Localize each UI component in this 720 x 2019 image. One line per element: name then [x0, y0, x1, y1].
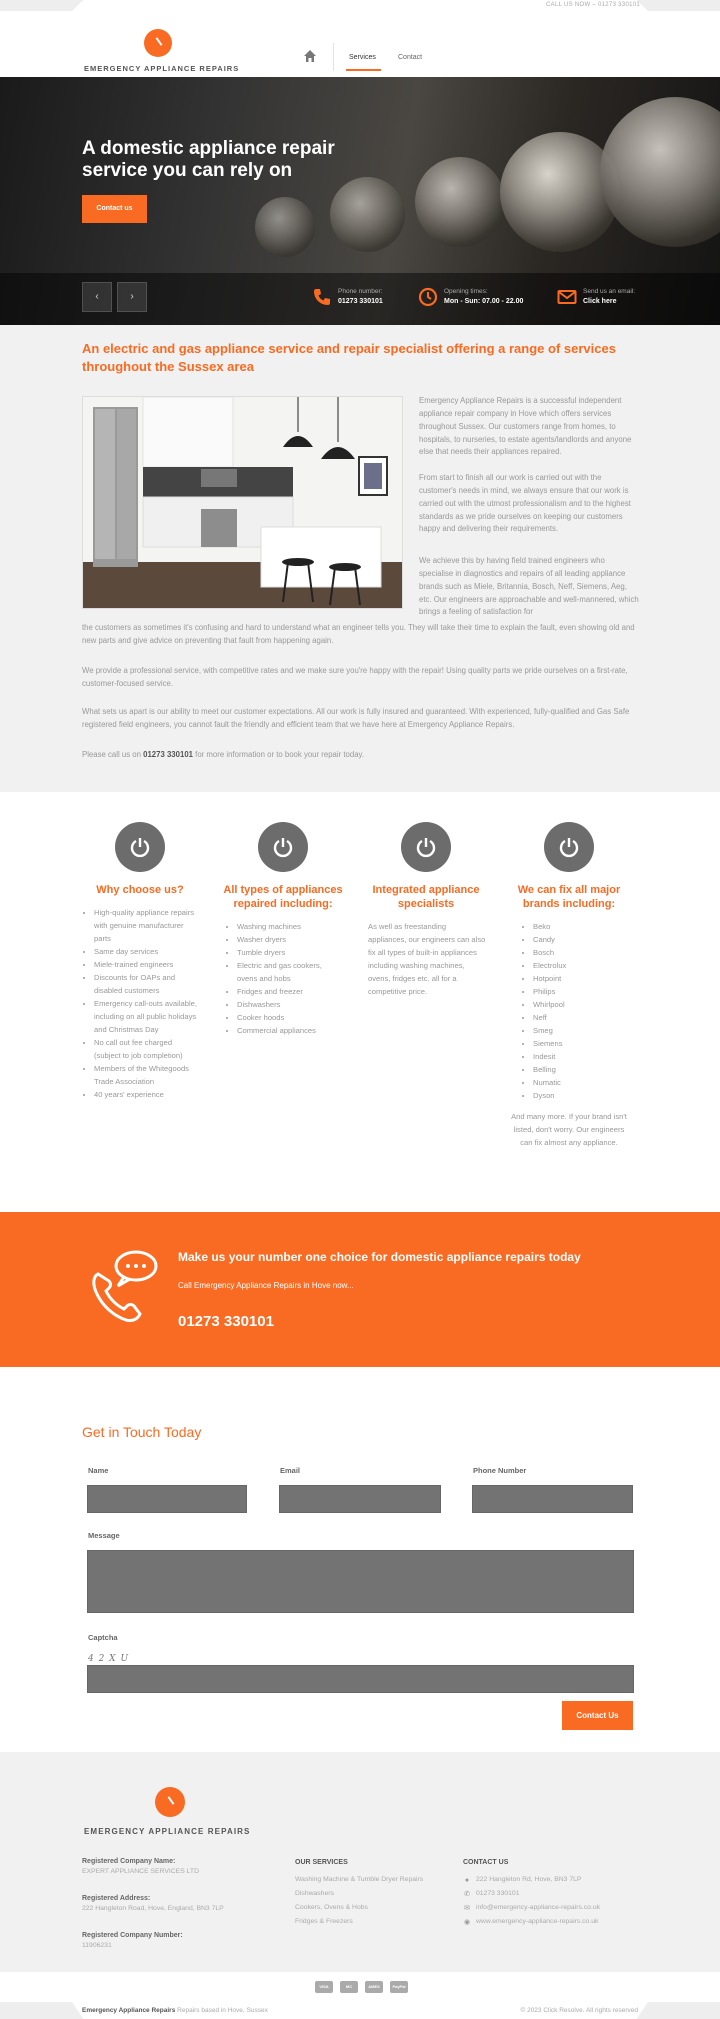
nav-services[interactable]: Services: [349, 54, 376, 61]
list-item: • Smeg: [533, 1024, 629, 1037]
email-input[interactable]: [279, 1485, 441, 1513]
list-item: • Tumble dryers: [237, 946, 343, 959]
map-pin-icon: ●: [464, 1877, 470, 1884]
hero-background-knob: [600, 97, 720, 247]
list-item: • Numatic: [533, 1076, 629, 1089]
list-item: • Electric and gas cookers, ovens and hobs: [237, 959, 343, 985]
nav-contact[interactable]: Contact: [398, 54, 423, 61]
site-header: [0, 11, 720, 77]
hero-background-knob: [255, 197, 315, 257]
captcha-label: Captcha: [88, 1633, 118, 1642]
intro-paragraph: Emergency Appliance Repairs is a successful independent appliance repair company in Hove which offers services throughout Sussex. Our customers range from homes, to hospitals, to nurseries, to estate agents/landlords and anyone else that needs their appliances repaired.: [419, 396, 632, 457]
intro-phone-link[interactable]: 01273 330101: [143, 750, 193, 759]
feature-title: All types of appliances repaired including:: [223, 884, 343, 910]
list-item: • Emergency call-outs available, including on all public holidays and Christmas Day: [94, 997, 200, 1036]
bottom-bar: [0, 2002, 720, 2019]
captcha-image: 4 2 X U: [88, 1654, 130, 1664]
feature-integrated: [366, 822, 486, 998]
phone-input[interactable]: [472, 1485, 633, 1513]
footer-phone[interactable]: 01273 330101: [476, 1890, 520, 1897]
intro-title: An electric and gas appliance service and repair specialist offering a range of services throughout the Sussex area: [82, 341, 616, 374]
hero-slider: [0, 77, 720, 325]
list-item: • Washing machines: [237, 920, 343, 933]
logo-icon[interactable]: [144, 29, 172, 57]
captcha-input[interactable]: [87, 1665, 634, 1693]
feature-title: Why choose us?: [96, 884, 184, 896]
list-item: • Miele-trained engineers: [94, 958, 200, 971]
message-textarea[interactable]: [87, 1550, 634, 1613]
paypal-icon: PayPal: [390, 1981, 408, 1993]
footer-service-link[interactable]: Dishwashers: [295, 1890, 334, 1897]
address-label: Registered Address:: [82, 1895, 151, 1902]
feature-title: Integrated appliance specialists: [372, 884, 480, 910]
power-icon: [115, 822, 165, 872]
company-name-label: Registered Company Name:: [82, 1858, 176, 1865]
list-item: • Beko: [533, 920, 629, 933]
submit-button[interactable]: Contact Us: [562, 1701, 633, 1730]
payment-methods: [0, 1972, 720, 2002]
call-to-action-banner: [0, 1212, 720, 1367]
feature-list: [223, 920, 343, 1037]
list-item: • Washer dryers: [237, 933, 343, 946]
phone-label: Phone Number: [473, 1466, 527, 1475]
list-item: • Cooker hoods: [237, 1011, 343, 1024]
hours-value: Mon - Sun: 07.00 - 22.00: [444, 298, 524, 305]
intro-paragraph: What sets us apart is our ability to meet our customer expectations. All our work is fully insured and guaranteed. With experienced, fully-qualified and Gas Safe registered field engineers, you cannot fault the friendly and efficient team that we have here at Emergency Appliance Repairs.: [82, 707, 630, 729]
feature-list: [509, 920, 629, 1103]
contact-heading: CONTACT US: [463, 1859, 509, 1866]
list-item: • Discounts for OAPs and disabled customers: [94, 971, 200, 997]
kitchen-image: [82, 396, 403, 609]
list-item: • Siemens: [533, 1037, 629, 1050]
list-item: • Bosch: [533, 946, 629, 959]
intro-section: [0, 325, 720, 792]
list-item: • Hotpoint: [533, 972, 629, 985]
visa-icon: VISA: [315, 1981, 333, 1993]
contact-us-button[interactable]: Contact us: [82, 195, 147, 223]
list-item: • High-quality appliance repairs with genuine manufacturer parts: [94, 906, 200, 945]
list-item: • No call out fee charged (subject to job completion): [94, 1036, 200, 1062]
top-bar: [0, 0, 720, 11]
list-item: • Whirlpool: [533, 998, 629, 1011]
logo-text[interactable]: EMERGENCY APPLIANCE REPAIRS: [84, 64, 240, 73]
services-heading: OUR SERVICES: [295, 1859, 348, 1866]
feature-brands: [509, 822, 629, 1149]
top-bar-phone[interactable]: CALL US NOW – 01273 330101: [546, 2, 640, 8]
list-item: • Dishwashers: [237, 998, 343, 1011]
email-label: Email: [280, 1466, 301, 1475]
company-name: EXPERT APPLIANCE SERVICES LTD: [82, 1868, 199, 1875]
phone-label: Phone number:: [338, 288, 383, 295]
list-item: • Dyson: [533, 1089, 629, 1102]
registered-address: 222 Hangleton Road, Hove, England, BN3 7LP: [82, 1905, 224, 1912]
list-item: • Commercial appliances: [237, 1024, 343, 1037]
site-footer: [0, 1752, 720, 1972]
globe-icon: ◉: [463, 1919, 471, 1926]
footer-service-link[interactable]: Fridges & Freezers: [295, 1918, 353, 1925]
footer-logo-icon[interactable]: [155, 1787, 185, 1817]
hero-background-knob: [330, 177, 405, 252]
phone-icon: [312, 287, 332, 307]
cta-subtitle: Call Emergency Appliance Repairs in Hove now...: [178, 1281, 354, 1290]
email-label: Send us an email:: [583, 288, 636, 295]
copyright[interactable]: © 2023 Click Resolve. All rights reserved: [520, 2007, 638, 2014]
feature-text: And many more. If your brand isn't listed, don't worry. Our engineers can fix almost any appliance.: [511, 1112, 627, 1148]
phone-icon: ✆: [464, 1891, 470, 1898]
footer-logo-text[interactable]: EMERGENCY APPLIANCE REPAIRS: [84, 1827, 251, 1836]
slider-prev-button[interactable]: ‹: [82, 282, 112, 312]
list-item: • Same day services: [94, 945, 200, 958]
footer-service-link[interactable]: Cookers, Ovens & Hobs: [295, 1904, 368, 1911]
feature-title: We can fix all major brands including:: [517, 884, 621, 910]
message-label: Message: [88, 1531, 120, 1540]
footer-website[interactable]: www.emergency-appliance-repairs.co.uk: [476, 1918, 599, 1925]
list-item: • Electrolux: [533, 959, 629, 972]
footer-email[interactable]: info@emergency-appliance-repairs.co.uk: [476, 1904, 601, 1911]
intro-call-paragraph: Please call us on 01273 330101 for more information or to book your repair today.: [82, 750, 365, 759]
intro-paragraph: We achieve this by having field trained engineers who specialise in diagnostics and repairs of all leading appliance brands such as Miele, Britannia, Bosch, Neff, Siemens, Aeg, etc. Our engineers are approachable and well-mannered, which brings a feeling of satisfaction for: [419, 556, 639, 617]
company-number: 11906231: [82, 1942, 112, 1949]
list-item: • Indesit: [533, 1050, 629, 1063]
feature-list: [80, 906, 200, 1102]
slider-next-button[interactable]: ›: [117, 282, 147, 312]
list-item: • 40 years' experience: [94, 1088, 200, 1101]
list-item: • Members of the Whitegoods Trade Association: [94, 1062, 200, 1088]
email-link[interactable]: Click here: [583, 298, 617, 305]
nav-active-indicator: [346, 69, 381, 71]
cta-phone-number[interactable]: 01273 330101: [178, 1313, 274, 1330]
company-number-label: Registered Company Number:: [82, 1932, 183, 1939]
phone-value: 01273 330101: [338, 298, 383, 305]
phone-chat-icon: [84, 1246, 164, 1326]
contact-form-section: [0, 1367, 720, 1752]
name-input[interactable]: [87, 1485, 247, 1513]
amex-icon: AMEX: [365, 1981, 383, 1993]
features-section: [0, 792, 720, 1212]
list-item: • Belling: [533, 1063, 629, 1076]
clock-icon: [418, 287, 438, 307]
intro-paragraph: We provide a professional service, with competitive rates and we make sure you're happy with the repair! Using quality parts we pride ourselves on a first-rate, customer-focused service.: [82, 666, 628, 688]
feature-why-choose-us: [80, 822, 200, 1101]
hero-title: A domestic appliance repair service you can rely on: [82, 138, 335, 182]
list-item: • Neff: [533, 1011, 629, 1024]
hero-background-knob: [415, 157, 505, 247]
intro-paragraph: the customers as sometimes it's confusing and hard to understand what an engineer tells you. They will take their time to explain the fault, even showing old and new parts and give advice on preventing that fault from happening again.: [82, 623, 635, 645]
intro-paragraph: From start to finish all our work is carried out with the customer's needs in mind, we always ensure that our work is carried out with the utmost professionalism and to the highest standards as we pride ourselves on keeping our customers happy and delivering their requirements.: [419, 473, 631, 534]
home-icon[interactable]: [303, 49, 317, 63]
list-item: • Candy: [533, 933, 629, 946]
feature-appliance-types: [223, 822, 343, 1037]
list-item: • Fridges and freezer: [237, 985, 343, 998]
hours-label: Opening times:: [444, 288, 488, 295]
feature-text: As well as freestanding appliances, our engineers can also fix all types of built-in appliances including washing machines, ovens, fridges etc. all for a competitive price.: [368, 921, 486, 996]
envelope-icon: [557, 287, 577, 307]
list-item: • Philips: [533, 985, 629, 998]
power-icon: [258, 822, 308, 872]
mastercard-icon: MC: [340, 1981, 358, 1993]
power-icon: [544, 822, 594, 872]
cta-title: Make us your number one choice for domestic appliance repairs today: [178, 1250, 581, 1264]
name-label: Name: [88, 1466, 109, 1475]
bottom-brand: Emergency Appliance Repairs Repairs based in Hove, Sussex: [82, 2007, 268, 2014]
footer-address: 222 Hangleton Rd, Hove, BN3 7LP: [476, 1876, 582, 1883]
contact-title: Get in Touch Today: [82, 1424, 202, 1440]
envelope-icon: ✉: [464, 1905, 470, 1912]
footer-service-link[interactable]: Washing Machine & Tumble Dryer Repairs: [295, 1876, 424, 1883]
power-icon: [401, 822, 451, 872]
